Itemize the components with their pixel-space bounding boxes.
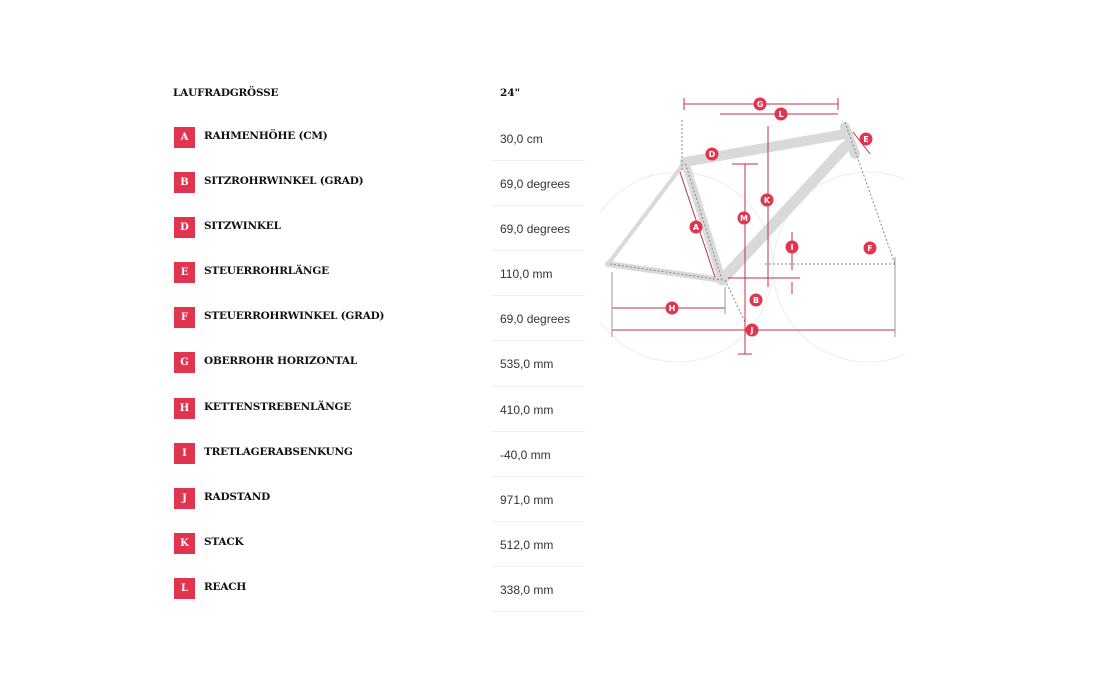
row-label: STEUERROHRWINKEL (GRAD) [204, 310, 385, 323]
table-row [173, 206, 623, 251]
row-label: KETTENSTREBENLÄNGE [204, 400, 352, 413]
row-label: RADSTAND [204, 490, 271, 503]
row-label: TRETLAGERABSENKUNG [204, 445, 353, 458]
row-value: 535,0 mm [500, 357, 554, 372]
letter-badge: E [174, 262, 195, 283]
row-value: 69,0 degrees [500, 312, 571, 327]
row-label: REACH [204, 580, 247, 593]
wheel-size-value: 24" [500, 87, 521, 99]
marker-m-label: M [740, 214, 748, 223]
row-label: OBERROHR HORIZONTAL [204, 355, 358, 368]
row-label: STACK [204, 535, 244, 548]
letter-badge: A [174, 127, 195, 148]
table-row [173, 116, 623, 161]
letter-badge: B [174, 172, 195, 193]
marker-g-label: G [756, 100, 764, 109]
geometry-table [173, 70, 623, 612]
row-value: 971,0 mm [500, 492, 554, 507]
row-label: SITZWINKEL [204, 220, 281, 233]
marker-b-label: B [752, 296, 760, 305]
table-row [173, 477, 623, 522]
table-row [173, 161, 623, 206]
table-header-row [173, 70, 623, 116]
table-row [173, 341, 623, 386]
letter-badge: K [174, 533, 195, 554]
row-value: -40,0 mm [500, 447, 551, 462]
bike-geometry-diagram [600, 92, 905, 362]
row-label: STEUERROHRLÄNGE [204, 265, 329, 278]
row-value: 69,0 degrees [500, 222, 571, 237]
bike-frame [608, 127, 855, 280]
row-label: RAHMENHÖHE (CM) [204, 130, 328, 142]
table-row [173, 567, 623, 612]
letter-badge: G [174, 352, 195, 373]
letter-badge: J [174, 488, 195, 509]
marker-l-label: L [778, 110, 784, 119]
geometry-drawing [600, 92, 905, 362]
marker-a-label: A [692, 223, 700, 232]
marker-f-label: F [867, 244, 873, 253]
marker-h-label: H [668, 304, 676, 313]
letter-badge: H [174, 398, 195, 419]
letter-badge: I [174, 443, 195, 464]
letter-badge: D [174, 217, 195, 238]
table-row [173, 432, 623, 477]
table-row [173, 387, 623, 432]
marker-j-label: J [750, 326, 754, 335]
row-value: 69,0 degrees [500, 177, 571, 192]
table-row [173, 296, 623, 341]
marker-k-label: K [763, 196, 771, 205]
marker-e-label: E [863, 135, 869, 144]
row-value: 110,0 mm [500, 267, 553, 282]
row-value: 30,0 cm [500, 132, 543, 146]
marker-i-label: I [790, 243, 794, 252]
letter-badge: F [174, 307, 195, 328]
table-row [173, 251, 623, 296]
row-value: 410,0 mm [500, 402, 554, 417]
row-label: SITZROHRWINKEL (GRAD) [204, 175, 364, 188]
row-value: 338,0 mm [500, 582, 554, 597]
letter-badge: L [174, 578, 195, 599]
table-row [173, 522, 623, 567]
row-value: 512,0 mm [500, 537, 554, 552]
marker-d-label: D [708, 150, 716, 159]
wheel-size-label: LAUFRADGRÖSSE [173, 87, 279, 99]
